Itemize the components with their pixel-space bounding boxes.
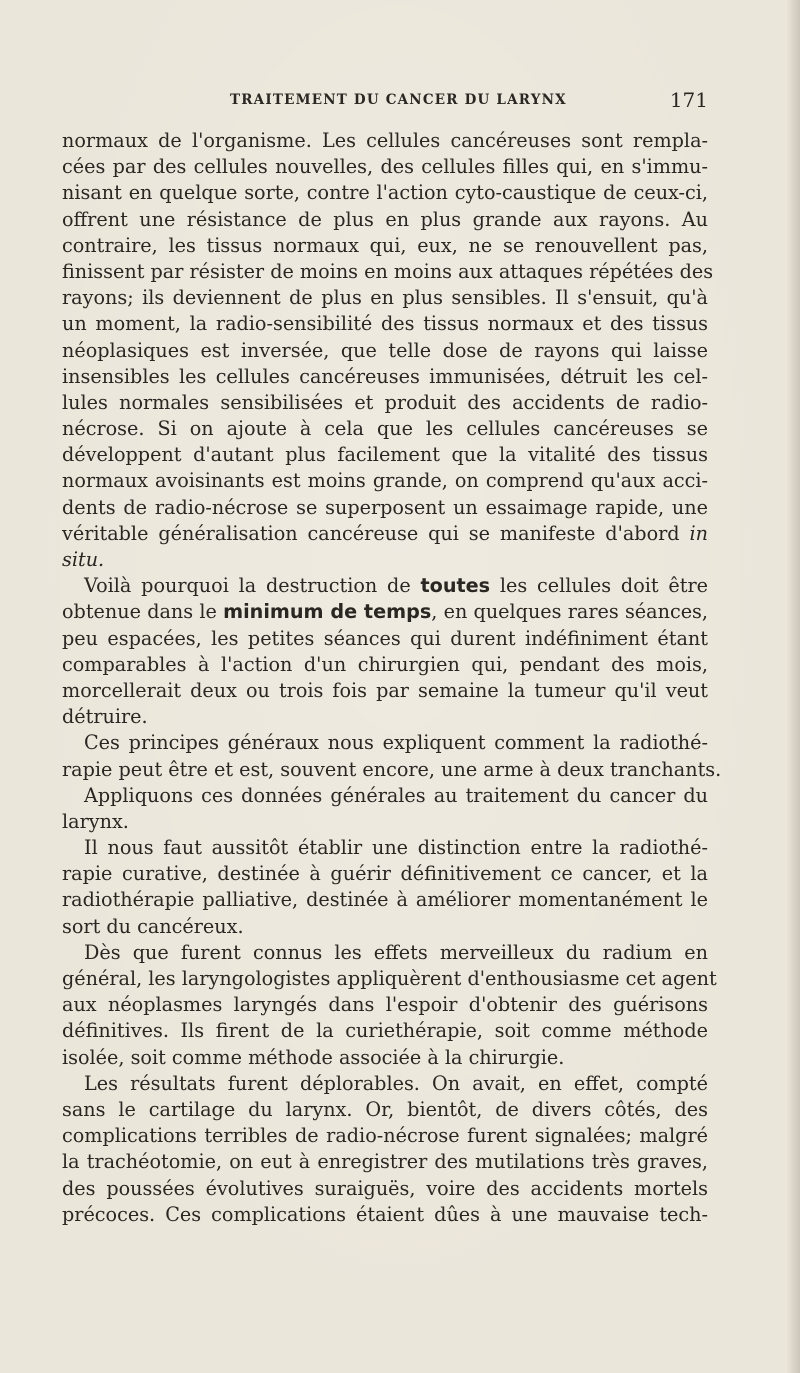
text-line: morcellerait deux ou trois fois par semaine la tumeur qu'il veut: [62, 678, 708, 702]
running-head: [60, 90, 710, 116]
text-line: peu espacées, les petites séances qui durent indéfiniment étant: [62, 626, 708, 650]
text-line: radiothérapie palliative, destinée à améliorer momentanément le: [62, 888, 708, 912]
text-line: définitives. Ils firent de la curiethérapie, soit comme méthode: [62, 1019, 708, 1043]
text-run: obtenue dans le: [62, 600, 224, 624]
text-line: nisant en quelque sorte, contre l'action cyto-caustique de ceux-ci,: [62, 181, 708, 205]
text-line: général, les laryngologistes appliquèrent d'enthousiasme cet agent: [62, 967, 717, 990]
emphasis-text: toutes: [420, 574, 491, 598]
text-line: cées par des cellules nouvelles, des cellules filles qui, en s'immu-: [62, 155, 708, 179]
text-line: des poussées évolutives suraiguës, voire des accidents mortels: [62, 1176, 708, 1200]
text-line: Ces principes généraux nous expliquent comment la radiothé-: [84, 731, 708, 755]
text-line: [62, 573, 708, 599]
paragraph: [62, 128, 714, 573]
text-line: normaux de l'organisme. Les cellules cancéreuses sont rempla-: [62, 129, 708, 152]
text-line: rapie peut être et est, souvent encore, une arme à deux tranchants.: [62, 757, 722, 781]
text-line: Les résultats furent déplorables. On avait, en effet, compté: [84, 1071, 708, 1095]
text-line: larynx.: [62, 809, 129, 833]
text-line: un moment, la radio-sensibilité des tissus normaux et des tissus: [62, 312, 708, 336]
text-line: néoplasiques est inversée, que telle dose de rayons qui laisse: [62, 338, 708, 362]
paragraph: [62, 1071, 708, 1228]
text-line: [62, 599, 708, 625]
text-run: , en quelques rares séances,: [431, 600, 709, 624]
italic-text: in: [689, 521, 708, 545]
text-run: véritable généralisation cancéreuse qui se manifeste d'abord: [62, 521, 690, 545]
italic-text: situ.: [62, 548, 105, 571]
text-line: Appliquons ces données générales au traitement du cancer du: [84, 783, 708, 807]
text-line: finissent par résister de moins en moins aux attaques répétées des: [62, 259, 714, 283]
text-line: lules normales sensibilisées et produit des accidents de radio-: [62, 390, 708, 414]
text-line: isolée, soit comme méthode associée à la chirurgie.: [62, 1045, 565, 1069]
text-line: comparables à l'action d'un chirurgien qui, pendant des mois,: [62, 652, 708, 676]
text-line: nécrose. Si on ajoute à cela que les cellules cancéreuses se: [62, 417, 708, 441]
text-line: [62, 547, 708, 573]
text-line: aux néoplasmes laryngés dans l'espoir d'obtenir des guérisons: [62, 993, 708, 1017]
body-text: [62, 128, 722, 1228]
text-line: offrent une résistance de plus en plus grande aux rayons. Au: [62, 207, 708, 231]
text-line: insensibles les cellules cancéreuses immunisées, détruit les cel-: [62, 364, 708, 388]
text-line: normaux avoisinants est moins grande, on comprend qu'aux acci-: [62, 469, 708, 493]
page-number: 171: [669, 88, 708, 112]
text-line: rayons; ils deviennent de plus en plus sensibles. Il s'ensuit, qu'à: [62, 286, 708, 310]
paragraph: [62, 783, 708, 835]
paragraph: [62, 730, 722, 782]
text-line: la trachéotomie, on eut à enregistrer des mutilations très graves,: [62, 1150, 708, 1174]
paragraph: [62, 573, 708, 730]
text-run: les cellules doit être: [490, 574, 708, 598]
page-edge-shadow: [786, 0, 800, 1373]
paragraph: [62, 835, 708, 940]
text-line: Il nous faut aussitôt établir une distinction entre la radiothé-: [84, 836, 708, 860]
text-line: complications terribles de radio-nécrose furent signalées; malgré: [62, 1124, 708, 1148]
text-line: Dès que furent connus les effets merveilleux du radium en: [84, 940, 708, 964]
text-line: contraire, les tissus normaux qui, eux, ne se renouvellent pas,: [62, 233, 708, 257]
text-line: dents de radio-nécrose se superposent un essaimage rapide, une: [62, 495, 708, 519]
text-line: précoces. Ces complications étaient dûes à une mauvaise tech-: [62, 1202, 708, 1226]
text-line: [62, 521, 708, 547]
text-line: sans le cartilage du larynx. Or, bientôt, de divers côtés, des: [62, 1097, 708, 1121]
emphasis-text: minimum de temps: [223, 600, 432, 624]
text-line: sort du cancéreux.: [62, 914, 244, 938]
paragraph: [62, 940, 717, 1071]
text-line: rapie curative, destinée à guérir définitivement ce cancer, et la: [62, 862, 708, 886]
text-line: détruire.: [62, 705, 148, 729]
text-run: Voilà pourquoi la destruction de: [84, 574, 421, 598]
running-title: TRAITEMENT DU CANCER DU LARYNX: [230, 92, 567, 108]
text-line: développent d'autant plus facilement que la vitalité des tissus: [62, 443, 708, 467]
